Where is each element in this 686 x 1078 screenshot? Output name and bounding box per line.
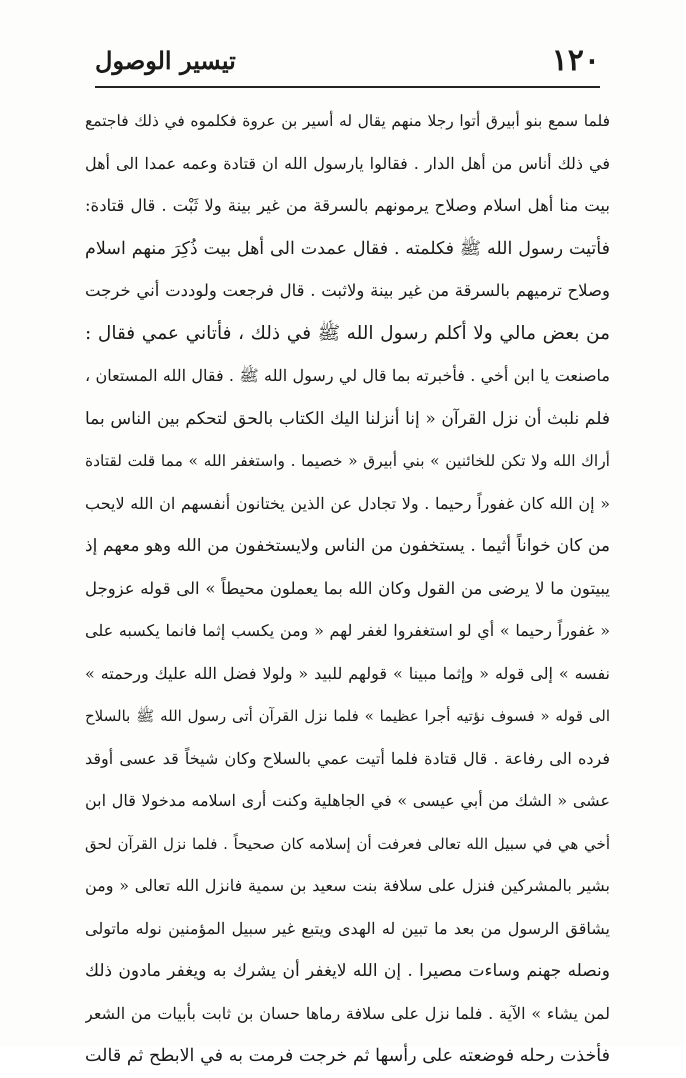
text-line: بيت منا أهل اسلام وصلاح يرمونهم بالسرقة من غير بينة ولا ثَبْت . قال قتادة:	[85, 196, 610, 215]
text-line: يشاقق الرسول من بعد ما تبين له الهدى ويتبع غير سبيل المؤمنين نوله ماتولى	[85, 918, 610, 938]
text-line: أراك الله ولا تكن للخائنين » بني أبيرق « خصيما . واستغفر الله » مما قلت لقتادة	[85, 452, 610, 470]
text-line: وصلاح ترميهم بالسرقة من غير بينة ولاثبت . قال فرجعت ولوددت أني خرجت	[85, 281, 610, 300]
page-number: ١٢٠	[551, 43, 600, 78]
text-line: عشى « الشك من أبي عيسى » في الجاهلية وكنت أرى اسلامه مدخولا قال ابن	[85, 791, 610, 810]
text-line: ماصنعت يا ابن أخي . فأخبرته بما قال لي رسول الله ﷺ . فقال الله المستعان ،	[85, 366, 610, 385]
text-line: يبيتون ما لا يرضى من القول وكان الله بما يعملون محيطاً » الى قوله عزوجل	[85, 578, 610, 598]
text-line: « غفوراً رحيما » أي لو استغفروا لغفر لهم « ومن يكسب إثما فانما يكسبه على	[85, 621, 610, 640]
text-line: في ذلك أناس من أهل الدار . فقالوا يارسول الله ان قتادة وعمه عمدا الى أهل	[85, 153, 610, 173]
text-line: من كان خواناً أثيما . يستخفون من الناس ولايستخفون من الله وهو معهم إذ	[85, 536, 610, 556]
text-line: ونصله جهنم وساءت مصيرا . إن الله لايغفر أن يشرك به ويغفر مادون ذلك	[85, 961, 610, 981]
page-header	[95, 40, 600, 82]
body-text	[85, 100, 610, 1078]
text-line: « إن الله كان غفوراً رحيما . ولا تجادل عن الذين يختانون أنفسهم ان الله لايحب	[85, 493, 610, 513]
running-title: تيسير الوصول	[95, 46, 236, 75]
text-line: لمن يشاء » الآية . فلما نزل على سلافة رماها حسان بن ثابت بأبيات من الشعر	[85, 1003, 610, 1023]
text-line: من بعض مالي ولا أكلم رسول الله ﷺ في ذلك ، فأتاني عمي فقال :	[85, 322, 610, 344]
text-line: بشير بالمشركين فنزل على سلافة بنت سعيد بن سمية فانزل الله تعالى « ومن	[85, 876, 610, 895]
text-line: فلم نلبث أن نزل القرآن « إنا أنزلنا اليك الكتاب بالحق لتحكم بين الناس بما	[85, 408, 610, 429]
text-line: فلما سمع بنو أبيرق أتوا رجلا منهم يقال له أسير بن عروة فكلموه في ذلك فاجتمع	[85, 112, 610, 130]
text-line: أخي هي في سبيل الله تعالى فعرفت أن إسلامه كان صحيحاً . فلما نزل القرآن لحق	[85, 834, 610, 853]
text-line: فأخذت رحله فوضعته على رأسها ثم خرجت فرمت به في الابطح ثم قالت	[85, 1046, 610, 1066]
text-line: فأتيت رسول الله ﷺ فكلمته . فقال عمدت الى أهل بيت ذُكِرَ منهم اسلام	[85, 238, 610, 259]
text-line: نفسه » إلى قوله « وإثما مبينا » قولهم للبيد « ولولا فضل الله عليك ورحمته »	[85, 663, 610, 683]
text-line: الى قوله « فسوف نؤتيه أجرا عظيما » فلما نزل القرآن أتى رسول الله ﷺ بالسلاح	[85, 707, 610, 725]
header-rule	[95, 86, 600, 88]
text-line: فرده الى رفاعة . قال قتادة فلما أتيت عمي بالسلاح وكان شيخاً قد عسى أوقد	[85, 748, 610, 768]
